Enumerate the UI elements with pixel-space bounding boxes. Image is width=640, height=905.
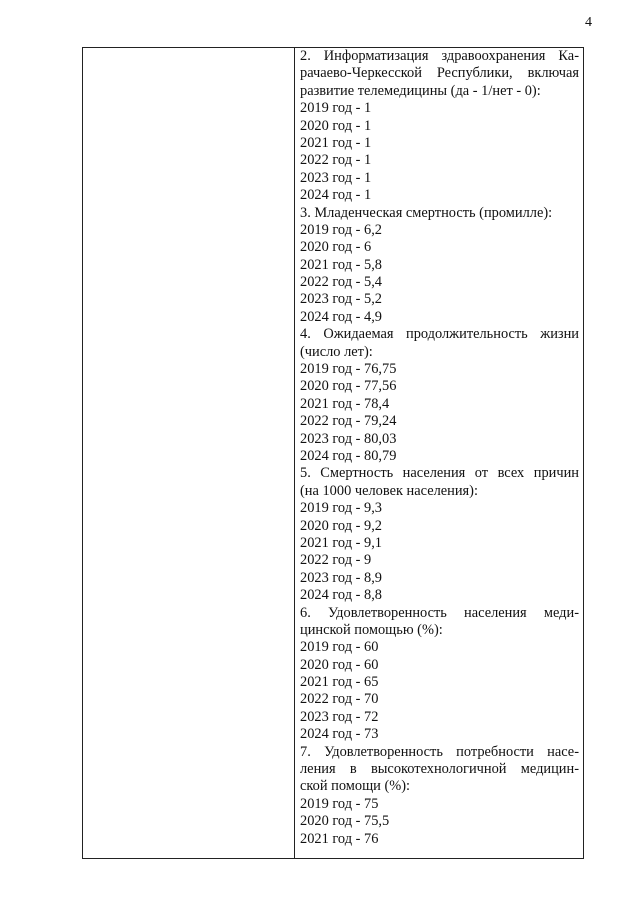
year-value-line: 2020 год - 75,5 <box>300 813 390 830</box>
year-value-line: 2021 год - 78,4 <box>300 395 390 412</box>
indicators-table <box>82 47 584 859</box>
year-value-line: 2024 год - 8,8 <box>300 587 383 604</box>
year-value-line: 2019 год - 76,75 <box>300 361 397 378</box>
indicator-block <box>300 744 579 848</box>
indicator-heading-line: 6. Удовлетворенность населения меди- <box>300 604 579 621</box>
year-value-line: 2022 год - 1 <box>300 152 372 169</box>
indicator-heading-line: цинской помощью (%): <box>300 621 443 638</box>
indicator-heading-line: ления в высокотехнологичной медицин- <box>300 761 579 778</box>
year-value-line: 2021 год - 76 <box>300 830 379 847</box>
indicator-heading-line: рачаево-Черкесской Республики, включая <box>300 65 579 82</box>
year-value-line: 2022 год - 9 <box>300 552 372 569</box>
year-value-line: 2020 год - 77,56 <box>300 378 397 395</box>
year-value-line: 2023 год - 80,03 <box>300 430 397 447</box>
indicator-heading-line: 3. Младенческая смертность (промилле): <box>300 204 553 221</box>
year-value-line: 2020 год - 9,2 <box>300 517 383 534</box>
year-value-line: 2024 год - 4,9 <box>300 308 383 325</box>
year-value-line: 2022 год - 5,4 <box>300 274 383 291</box>
year-value-line: 2023 год - 1 <box>300 169 372 186</box>
year-value-line: 2024 год - 80,79 <box>300 447 397 464</box>
indicator-block <box>300 48 579 205</box>
year-value-line: 2021 год - 9,1 <box>300 534 383 551</box>
indicator-heading-line: 2. Информатизация здравоохранения Ка- <box>300 48 579 64</box>
year-value-line: 2022 год - 70 <box>300 691 379 708</box>
indicator-block <box>300 465 579 604</box>
year-value-line: 2019 год - 75 <box>300 795 379 812</box>
year-value-line: 2019 год - 1 <box>300 100 372 117</box>
year-value-line: 2024 год - 1 <box>300 187 372 204</box>
year-value-line: 2020 год - 60 <box>300 656 379 673</box>
year-value-line: 2019 год - 6,2 <box>300 221 383 238</box>
year-value-line: 2021 год - 1 <box>300 134 372 151</box>
indicator-heading-line: (число лет): <box>300 343 373 360</box>
year-value-line: 2023 год - 72 <box>300 708 379 725</box>
year-value-line: 2023 год - 5,2 <box>300 291 383 308</box>
year-value-line: 2019 год - 9,3 <box>300 500 383 517</box>
table-left-column <box>83 48 295 858</box>
year-value-line: 2023 год - 8,9 <box>300 569 383 586</box>
year-value-line: 2021 год - 5,8 <box>300 256 383 273</box>
indicator-heading-line: 5. Смертность населения от всех причин <box>300 465 579 482</box>
year-value-line: 2022 год - 79,24 <box>300 413 397 430</box>
indicator-block <box>300 605 579 744</box>
year-value-line: 2024 год - 73 <box>300 726 379 743</box>
year-value-line: 2020 год - 1 <box>300 117 372 134</box>
indicator-heading-line: ской помощи (%): <box>300 778 411 795</box>
year-value-line: 2019 год - 60 <box>300 639 379 656</box>
indicator-heading-line: 7. Удовлетворенность потребности насе- <box>300 743 579 760</box>
indicator-heading-line: (на 1000 человек населения): <box>300 482 478 499</box>
table-right-column <box>295 48 583 858</box>
page-number: 4 <box>585 15 592 30</box>
year-value-line: 2021 год - 65 <box>300 674 379 691</box>
indicator-block <box>300 205 579 327</box>
indicator-heading-line: развитие телемедицины (да - 1/нет - 0): <box>300 82 541 99</box>
indicator-heading-line: 4. Ожидаемая продолжительность жизни <box>300 326 579 343</box>
indicator-block <box>300 326 579 465</box>
year-value-line: 2020 год - 6 <box>300 239 372 256</box>
